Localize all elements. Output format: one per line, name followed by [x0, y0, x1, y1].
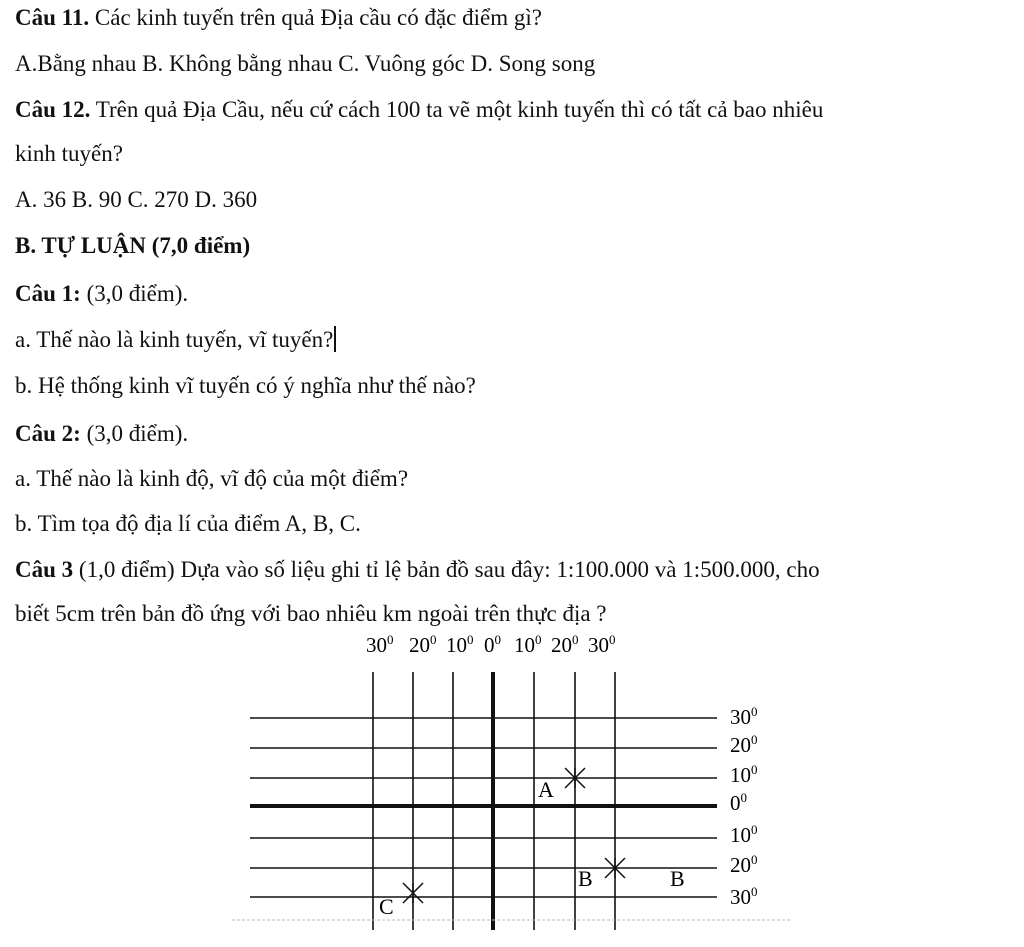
grid-lines — [232, 672, 790, 930]
point-b-extra-label: B — [670, 866, 685, 891]
longitude-degree-sign: 0 — [535, 632, 542, 647]
latitude-label-5 — [730, 852, 758, 877]
longitude-label-1 — [409, 632, 437, 657]
essay-question-1-points: (3,0 điểm). — [80, 281, 189, 306]
longitude-label-3 — [484, 632, 501, 657]
latitude-label-4 — [730, 822, 758, 847]
question-12-text-continued: kinh tuyến? — [15, 141, 123, 166]
longitude-label-2 — [446, 632, 474, 657]
latitude-degree-sign: 0 — [751, 732, 758, 747]
latitude-label-value: 20 — [730, 853, 751, 877]
longitude-label-value: 30 — [588, 633, 609, 657]
essay-question-1-label: Câu 1: — [15, 281, 81, 306]
essay-question-2-label: Câu 2: — [15, 421, 81, 446]
latitude-label-value: 10 — [730, 763, 751, 787]
point-b-label: B — [578, 866, 593, 891]
latitude-degree-sign: 0 — [751, 704, 758, 719]
essay-question-2a: a. Thế nào là kinh độ, vĩ độ của một điểm? — [15, 466, 409, 491]
latitude-label-value: 0 — [730, 791, 741, 815]
latitude-degree-sign: 0 — [740, 790, 747, 805]
longitude-label-5 — [551, 632, 579, 657]
latitude-label-1 — [730, 732, 758, 757]
essay-question-3-label: Câu 3 — [15, 557, 74, 582]
longitude-label-4 — [514, 632, 542, 657]
question-11-label: Câu 11. — [15, 5, 90, 30]
section-b-title: B. TỰ LUẬN (7,0 điểm) — [15, 233, 251, 258]
latitude-label-value: 30 — [730, 705, 751, 729]
point-a-label: A — [538, 777, 554, 802]
latitude-degree-sign: 0 — [751, 762, 758, 777]
essay-question-3-text-continued: biết 5cm trên bản đồ ứng với bao nhiêu km ngoài trên thực địa ? — [15, 601, 607, 626]
latitude-label-3 — [730, 790, 747, 815]
longitude-degree-sign: 0 — [467, 632, 474, 647]
latitude-degree-sign: 0 — [751, 822, 758, 837]
longitude-label-value: 10 — [446, 633, 467, 657]
question-11-text: Các kinh tuyến trên quả Địa cầu có đặc điểm gì? — [89, 5, 542, 30]
longitude-degree-sign: 0 — [494, 632, 501, 647]
essay-question-3-text: (1,0 điểm) Dựa vào số liệu ghi tỉ lệ bản đồ sau đây: 1:100.000 và 1:500.000, cho — [73, 557, 820, 582]
essay-question-1a-text: a. Thế nào là kinh tuyến, vĩ tuyến? — [15, 327, 334, 352]
latitude-degree-sign: 0 — [751, 852, 758, 867]
latitude-label-6 — [730, 884, 758, 909]
latitude-labels — [730, 704, 758, 909]
point-c-label: C — [379, 894, 394, 919]
latitude-degree-sign: 0 — [751, 884, 758, 899]
question-12-label: Câu 12. — [15, 97, 91, 122]
longitude-label-0 — [366, 632, 394, 657]
longitude-label-value: 20 — [551, 633, 572, 657]
longitude-label-6 — [588, 632, 616, 657]
longitude-degree-sign: 0 — [387, 632, 394, 647]
point-c-marker — [403, 883, 423, 903]
longitude-degree-sign: 0 — [430, 632, 437, 647]
latitude-label-value: 20 — [730, 733, 751, 757]
latitude-label-0 — [730, 704, 758, 729]
longitude-label-value: 10 — [514, 633, 535, 657]
essay-question-1b: b. Hệ thống kinh vĩ tuyến có ý nghĩa như thế nào? — [15, 373, 476, 398]
longitude-degree-sign: 0 — [609, 632, 616, 647]
essay-question-2b: b. Tìm tọa độ địa lí của điểm A, B, C. — [15, 511, 361, 536]
longitude-label-value: 30 — [366, 633, 387, 657]
question-12-options: A. 36 B. 90 C. 270 D. 360 — [15, 187, 258, 212]
latitude-label-value: 30 — [730, 885, 751, 909]
longitude-label-value: 20 — [409, 633, 430, 657]
latitude-label-value: 10 — [730, 823, 751, 847]
question-12-text: Trên quả Địa Cầu, nếu cứ cách 100 ta vẽ một kinh tuyến thì có tất cả bao nhiêu — [90, 97, 824, 122]
longitude-degree-sign: 0 — [572, 632, 579, 647]
longitude-label-value: 0 — [484, 633, 495, 657]
latitude-label-2 — [730, 762, 758, 787]
essay-question-2-points: (3,0 điểm). — [80, 421, 189, 446]
question-11-options: A.Bằng nhau B. Không bằng nhau C. Vuông góc D. Song song — [15, 51, 596, 76]
longitude-labels — [366, 632, 616, 657]
